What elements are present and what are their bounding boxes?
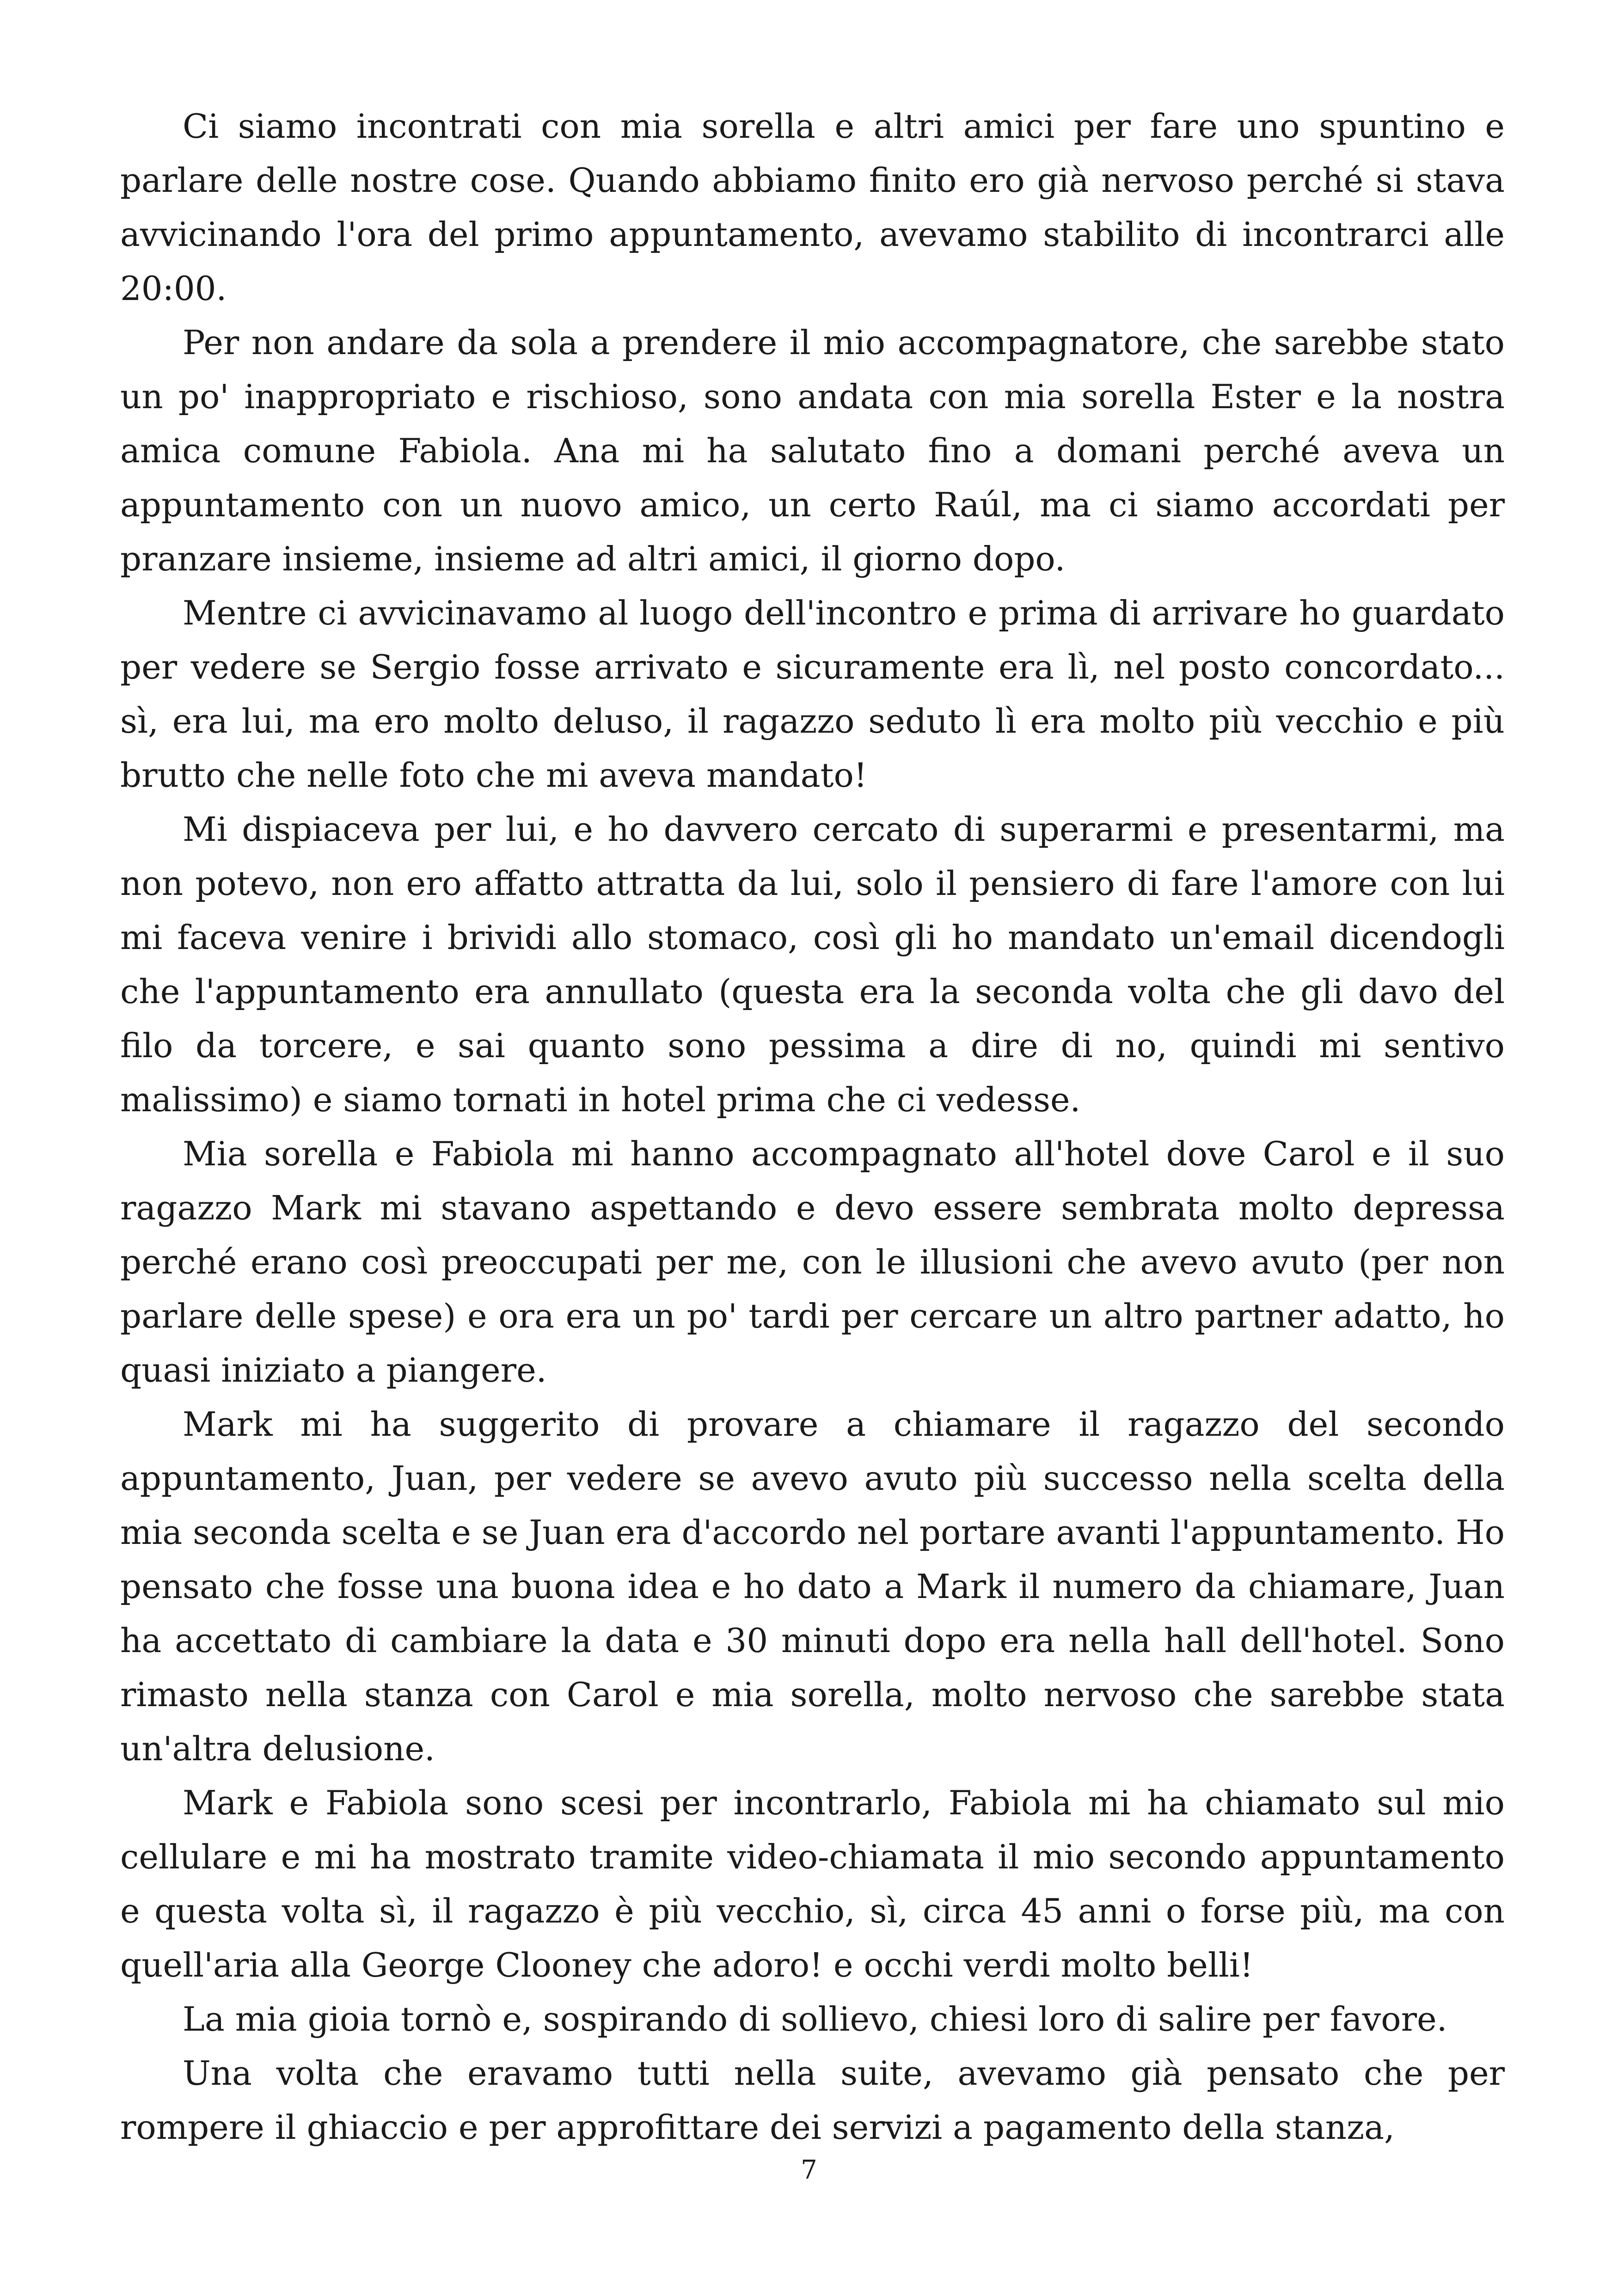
- paragraph: Mia sorella e Fabiola mi hanno accompagnato all'hotel dove Carol e il suo ragazzo Mark mi stavano aspettando e devo essere sembrata molto depressa perché erano così preoccupati per me, con le illusioni che avevo avuto (per non parlare delle spese) e ora era un po' tardi per cercare un altro partner adatto, ho quasi iniziato a piangere.: [120, 1134, 1505, 1390]
- page-body: [120, 99, 1505, 2155]
- paragraph: Per non andare da sola a prendere il mio accompagnatore, che sarebbe stato un po' inappropriato e rischioso, sono andata con mia sorella Ester e la nostra amica comune Fabiola. Ana mi ha salutato fino a domani perché aveva un appuntamento con un nuovo amico, un certo Raúl, ma ci siamo accordati per pranzare insieme, insieme ad altri amici, il giorno dopo.: [120, 323, 1505, 578]
- paragraph: Mi dispiaceva per lui, e ho davvero cercato di superarmi e presentarmi, ma non potevo, non ero affatto attratta da lui, solo il pensiero di fare l'amore con lui mi faceva venire i brividi allo stomaco, così gli ho mandato un'email dicendogli che l'appuntamento era annullato (questa era la seconda volta che gli davo del filo da torcere, e sai quanto sono pessima a dire di no, quindi mi sentivo malissimo) e siamo tornati in hotel prima che ci vedesse.: [120, 810, 1505, 1119]
- paragraph: La mia gioia tornò e, sospirando di sollievo, chiesi loro di salire per favore.: [183, 2000, 1447, 2039]
- paragraph: Ci siamo incontrati con mia sorella e altri amici per fare uno spuntino e parlare delle nostre cose. Quando abbiamo finito ero già nervoso perché si stava avvicinando l'ora del primo appuntamento, avevamo stabilito di incontrarci alle 20:00.: [120, 107, 1505, 308]
- paragraph: Mark e Fabiola sono scesi per incontrarlo, Fabiola mi ha chiamato sul mio cellulare e mi ha mostrato tramite video-chiamata il mio secondo appuntamento e questa volta sì, il ragazzo è più vecchio, sì, circa 45 anni o forse più, ma con quell'aria alla George Clooney che adoro! e occhi verdi molto belli!: [120, 1783, 1505, 1984]
- paragraph: Mark mi ha suggerito di provare a chiamare il ragazzo del secondo appuntamento, Juan, per vedere se avevo avuto più successo nella scelta della mia seconda scelta e se Juan era d'accordo nel portare avanti l'appuntamento. Ho pensato che fosse una buona idea e ho dato a Mark il numero da chiamare, Juan ha accettato di cambiare la data e 30 minuti dopo era nella hall dell'hotel. Sono rimasto nella stanza con Carol e mia sorella, molto nervoso che sarebbe stata un'altra delusione.: [120, 1405, 1505, 1768]
- paragraph: Mentre ci avvicinavamo al luogo dell'incontro e prima di arrivare ho guardato per vedere se Sergio fosse arrivato e sicuramente era lì, nel posto concordato... sì, era lui, ma ero molto deluso, il ragazzo seduto lì era molto più vecchio e più brutto che nelle foto che mi aveva mandato!: [120, 594, 1505, 795]
- paragraph: Una volta che eravamo tutti nella suite, avevamo già pensato che per rompere il ghiaccio e per approfittare dei servizi a pagamento della stanza,: [120, 2054, 1505, 2147]
- page-number: 7: [801, 2155, 817, 2185]
